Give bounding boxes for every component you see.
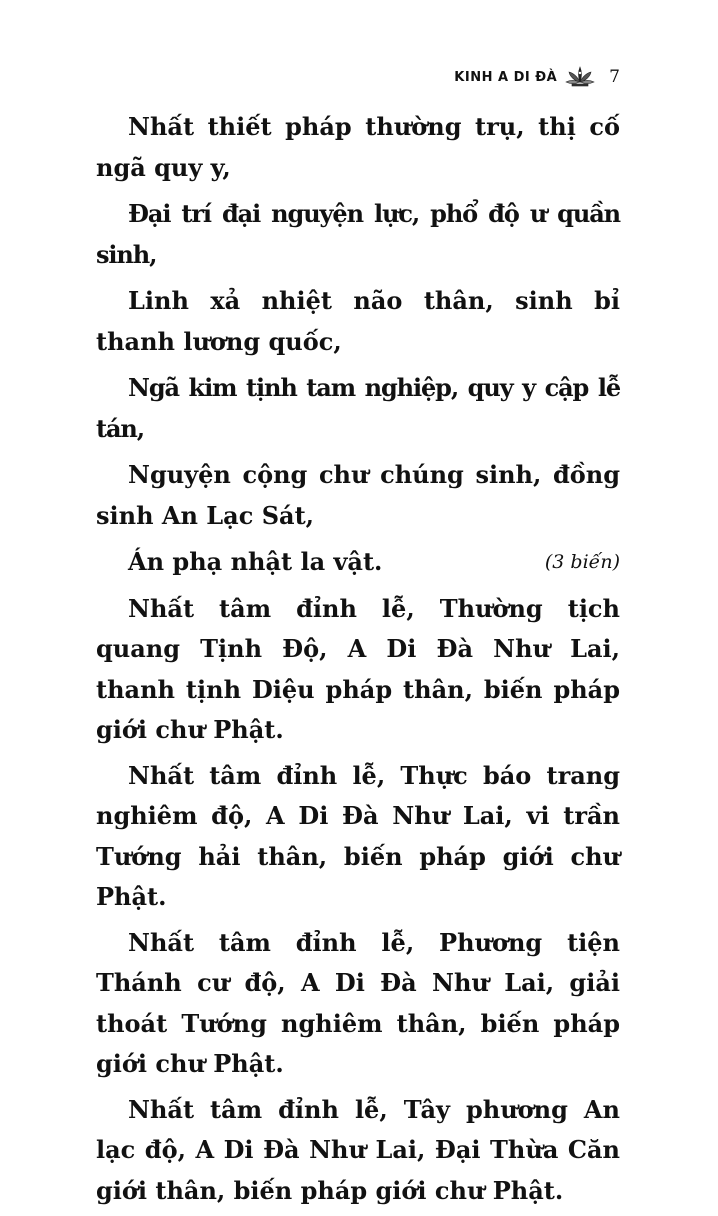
verse-4: Ngã kim tịnh tam nghiệp, quy y cập lễ tán, xyxy=(96,373,620,443)
prostration-4: Nhất tâm đỉnh lễ, Tây phương An lạc độ, A Di Đà Như Lai, Đại Thừa Căn giới thân, biến pháp giới chư Phật. xyxy=(96,1094,620,1205)
mantra-line xyxy=(96,542,620,583)
verse-5: Nguyện cộng chư chúng sinh, đồng sinh An Lạc Sát, xyxy=(96,460,620,530)
book-title: KINH A DI ĐÀ xyxy=(454,69,558,85)
prostration-1: Nhất tâm đỉnh lễ, Thường tịch quang Tịnh Độ, A Di Đà Như Lai, thanh tịnh Diệu pháp thân, biến pháp giới chư Phật. xyxy=(96,593,620,744)
page-number: 7 xyxy=(609,67,620,87)
lotus-icon xyxy=(565,64,595,90)
verse-2: Đại trí đại nguyện lực, phổ độ ư quần sinh, xyxy=(96,199,620,269)
page-body xyxy=(96,107,620,1216)
prostration-2: Nhất tâm đỉnh lễ, Thực báo trang nghiêm độ, A Di Đà Như Lai, vi trần Tướng hải thân, biến pháp giới chư Phật. xyxy=(96,760,620,911)
mantra-text: Án phạ nhật la vật. xyxy=(128,547,383,576)
repeat-note: (3 biến) xyxy=(544,551,620,573)
prostration-3: Nhất tâm đỉnh lễ, Phương tiện Thánh cư độ, A Di Đà Như Lai, giải thoát Tướng nghiêm thân, biến pháp giới chư Phật. xyxy=(96,927,620,1078)
verse-3: Linh xả nhiệt não thân, sinh bỉ thanh lương quốc, xyxy=(96,286,620,356)
verse-1: Nhất thiết pháp thường trụ, thị cố ngã quy y, xyxy=(96,112,620,182)
running-header xyxy=(454,64,620,90)
